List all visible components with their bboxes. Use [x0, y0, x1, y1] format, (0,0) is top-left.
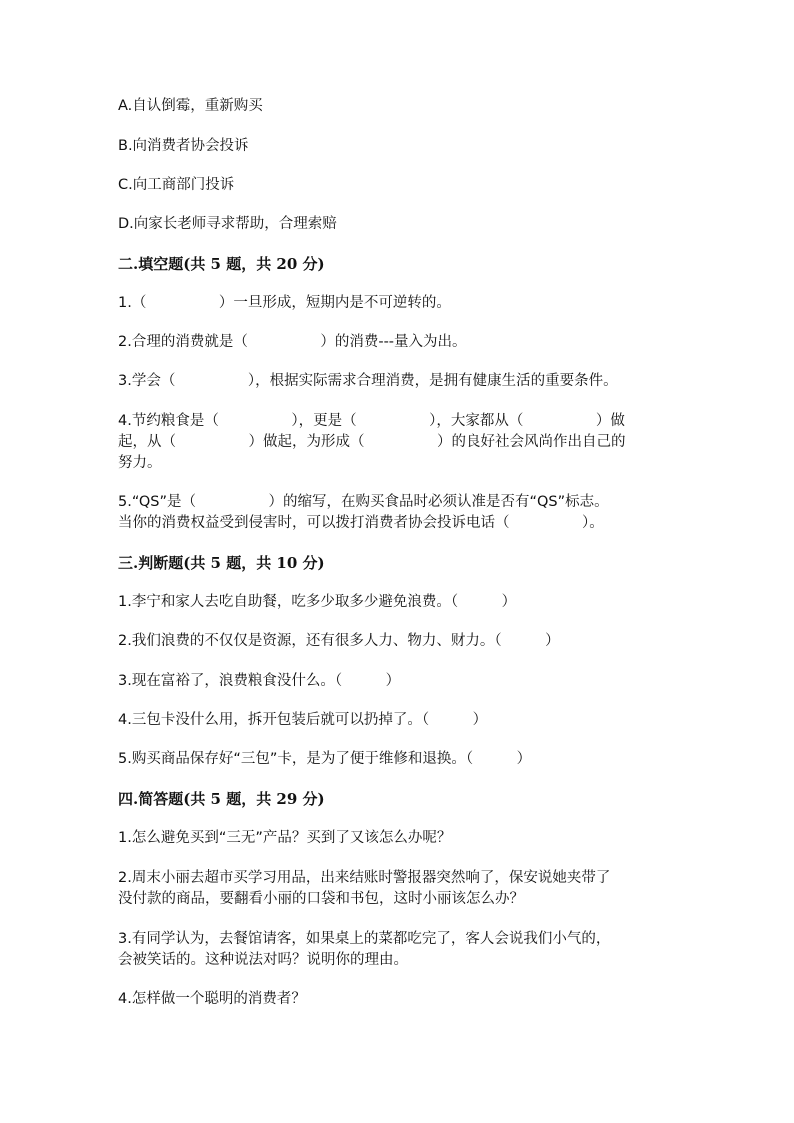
section-heading-fill-blank: 二.填空题(共 5 题，共 20 分): [118, 255, 325, 273]
fill-question-5-line-2: 当你的消费权益受到侵害时，可以拨打消费者协会投诉电话（ ）。: [118, 515, 604, 531]
section-heading-short-answer: 四.简答题(共 5 题，共 29 分): [118, 790, 325, 808]
short-question-3-line-2: 会被笑话的。这种说法对吗？说明你的理由。: [118, 952, 408, 968]
judge-question-3: 3.现在富裕了，浪费粮食没什么。（ ）: [118, 673, 401, 689]
judge-question-4: 4.三包卡没什么用，拆开包装后就可以扔掉了。（ ）: [118, 712, 488, 728]
fill-question-5-line-1: 5.“QS”是（ ）的缩写，在购买食品时必须认准是否有“QS”标志。: [118, 494, 609, 510]
judge-question-5: 5.购买商品保存好“三包”卡，是为了便于维修和退换。（ ）: [118, 751, 532, 767]
option-c: C.向工商部门投诉: [118, 177, 235, 193]
option-d: D.向家长老师寻求帮助，合理索赔: [118, 216, 337, 232]
fill-question-1: 1.（ ）一旦形成，短期内是不可逆转的。: [118, 295, 451, 311]
fill-question-4-line-2: 起，从（ ）做起，为形成（ ）的良好社会风尚作出自己的: [118, 434, 626, 450]
option-b: B.向消费者协会投诉: [118, 138, 249, 154]
judge-question-1: 1.李宁和家人去吃自助餐，吃多少取多少避免浪费。（ ）: [118, 594, 517, 610]
fill-question-4-line-1: 4.节约粮食是（ ），更是（ ），大家都从（ ）做: [118, 413, 625, 429]
judge-question-2: 2.我们浪费的不仅仅是资源，还有很多人力、物力、财力。（ ）: [118, 633, 560, 649]
fill-question-3: 3.学会（ ），根据实际需求合理消费，是拥有健康生活的重要条件。: [118, 373, 618, 389]
section-heading-true-false: 三.判断题(共 5 题，共 10 分): [118, 554, 325, 572]
fill-question-2: 2.合理的消费就是（ ）的消费---量入为出。: [118, 334, 467, 350]
fill-question-4-line-3: 努力。: [118, 455, 162, 471]
short-question-2-line-1: 2.周末小丽去超市买学习用品，出来结账时警报器突然响了，保安说她夹带了: [118, 870, 611, 886]
short-question-2-line-2: 没付款的商品，要翻看小丽的口袋和书包，这时小丽该怎么办？: [118, 891, 524, 907]
short-question-3-line-1: 3.有同学认为，去餐馆请客，如果桌上的菜都吃完了，客人会说我们小气的，: [118, 931, 611, 947]
option-a: A.自认倒霉，重新购买: [118, 98, 263, 114]
short-question-1: 1.怎么避免买到“三无”产品？买到了又该怎么办呢？: [118, 830, 452, 846]
short-question-4: 4.怎样做一个聪明的消费者？: [118, 991, 306, 1007]
